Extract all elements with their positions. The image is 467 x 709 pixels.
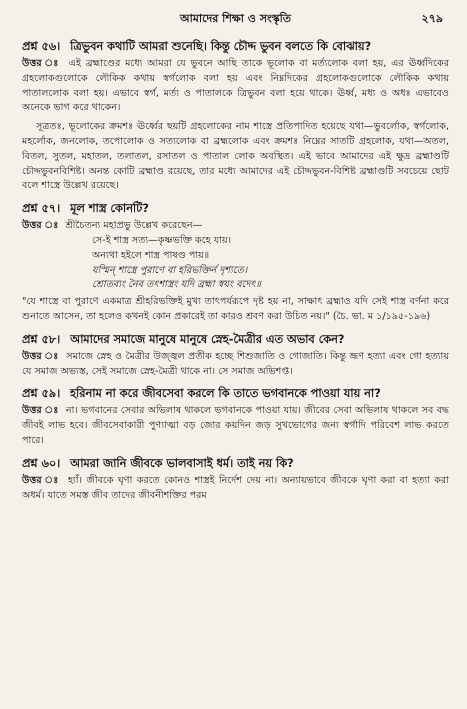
verse-line: শ্রোতব্যং নৈব তৎশাস্ত্রং যদি ব্রহ্মা স্বয়ং বদেৎ॥ [92,279,261,291]
verse-line: অন্যথা হইলে শাস্ত্র পাষণ্ড পায়॥ [92,249,210,261]
answer-60 [22,474,449,504]
page-header [22,8,449,32]
page-number: ২৭৯ [421,12,443,25]
answer-label: উত্তর ঃ [22,220,59,232]
qa-block-57 [22,200,449,325]
qa-block-58 [22,331,449,380]
answer-label: উত্তর ঃ [22,58,61,69]
question-number: প্রশ্ন ৫৮। [22,332,61,346]
question-60 [22,455,449,472]
answer-59 [22,404,449,448]
answer-text: হ্যাঁ। জীবকে ঘৃণা করতে কোনও শাস্ত্রই নির্দেশ দেয় না। অন্যায়ভাবে জীবকে ঘৃণা করা বা হত্যা করা অধর্ম। যাতে সমস্ত জীব তাদের জীবনীশক্তির পরম [22,474,449,501]
qa-block-56 [22,38,449,194]
question-56 [22,38,449,55]
answer-56 [22,57,449,116]
question-58 [22,331,449,348]
answer-text: শ্রীচৈতন্য মহাপ্রভু উল্লেখ করেছেন— [65,220,203,232]
answer-label: উত্তর ঃ [22,405,59,417]
question-number: প্রশ্ন ৬০। [22,456,61,470]
question-text: আমরা জানি জীবকে ভালবাসাই ধর্ম। তাই নয় কি? [70,456,294,470]
qa-block-60 [22,455,449,504]
answer-text: এই ব্রহ্মাণ্ডের মধ্যে আমরা যে ভুবনে আছি তাকে ভূলোক বা মর্ত্যলোক বলা হয়, এর ঊর্ধ্বদিকের গ্রহলোকগুলোকে লৌকিক কথায় স্বর্গলোক বলা হয় এবং নিম্নদিকের গ্রহলোকগুলোকে লৌকিক কথায় পাতাললোক বলা হয়। এভাবে স্বর্গ, মর্ত্য ও পাতালকে ত্রিভুবন বলা হয়ে থাকে। ঊর্ধ্ব, মধ্য ও অধঃ এভাবেও অনেকে ভাগ করে থাকেন। [22,58,449,114]
question-text: হরিনাম না করে জীবসেবা করলে কি তাতে ভগবানকে পাওয়া যায় না? [70,387,381,401]
verse-line: সে-ই শাস্ত্র সত্য—কৃষ্ণভক্তি কহে যায়। [92,234,232,246]
qa-block-59 [22,385,449,448]
question-text: আমাদের সমাজে মানুষে মানুষে স্নেহ-মৈত্রীর এত অভাব কেন? [70,332,345,346]
verse-bengali [92,234,449,264]
paragraph-56: সূত্রতঃ, ভূলোকের ক্রমশঃ ঊর্ধ্বের ছয়টি গ্রহলোকের নাম শাস্ত্রে প্রতিপাদিত হয়েছে যথা—ভুবর্লোক, স্বর্গলোক, মহর্লোক, জনলোক, তপোলোক ও সত্যলোক বা ব্রহ্মলোক এবং ক্রমশঃ নিম্নের সাতটি গ্রহলোক, যথা—অতল, বিতল, সুতল, মহাতল, তলাতল, রসাতল ও পাতাল লোক অবস্থিত। এই ভাবে আমাদের এই ক্ষুদ্র ব্রহ্মাণ্ডটি চৌদ্দভুবনবিশিষ্ট। অনন্ত কোটি ব্রহ্মাণ্ড রয়েছে, তার মধ্যে আমাদের এই চৌদ্দভুবন-বিশিষ্ট ব্রহ্মাণ্ডটি সবচেয়ে ছোট বলে শাস্ত্রে উল্লেখ রয়েছে। [22,121,449,192]
verse-sanskrit [92,264,449,294]
question-57 [22,200,449,217]
question-number: প্রশ্ন ৫৭। [22,202,61,216]
answer-text: না। ভগবানের সেবার অভিলাষ থাকলে ভগবানকে পাওয়া যায়। জীবের সেবা অভিলাষ থাকলে সব বদ্ধ জীবই লাভ হবে। জীবসেবাকারী পুণ্যাত্মা বড় জোর কয়দিন জড় সুখভোগের জন্য স্বর্গাদি পরিবেশ লাভ করতে পারে। [22,405,449,446]
answer-58 [22,350,449,380]
answer-text: সমাজে স্নেহ ও মৈত্রীর উজ্জ্বল প্রতীক হচ্ছে শিশুজাতি ও গোজাতি। কিন্তু ভ্রূণ হত্যা এবং গো হত্যায় যে সমাজ অভ্যস্ত, সেই সমাজে স্নেহ-মৈত্রী থাকে না। সে সমাজ অভিশপ্ত। [22,350,449,377]
verse-line: যস্মিন্ শাস্ত্রে পুরাণে বা হরিভক্তির্ন দৃশ্যতে। [92,264,248,276]
running-title: আমাদের শিক্ষা ও সংস্কৃতি [179,12,292,25]
answer-label: উত্তর ঃ [22,474,60,486]
quote-57: "যে শাস্ত্রে বা পুরাণে একমাত্র শ্রীহরিভক্তিই মুখ্য তাৎপর্যরূপে দৃষ্ট হয় না, সাক্ষাৎ ব্রহ্মাও যদি সেই শাস্ত্র বর্ণনা করে শুনাতে আসেন, তা হলেও কখনই কোন প্রকারেই তা কারও শ্রবণ করা উচিত নয়।" (চৈ. ভা. ম ১/১৯৫-১৯৬) [22,296,449,322]
question-59 [22,385,449,402]
answer-label: উত্তর ঃ [22,350,59,362]
question-text: মূল শাস্ত্র কোনটি? [70,202,149,216]
answer-57 [22,219,449,234]
question-number: প্রশ্ন ৫৬। [22,40,61,53]
question-number: প্রশ্ন ৫৯। [22,387,61,401]
question-text: ত্রিভুবন কথাটি আমরা শুনেছি। কিন্তু চৌদ্দ ভুবন বলতে কি বোঝায়? [70,40,372,53]
